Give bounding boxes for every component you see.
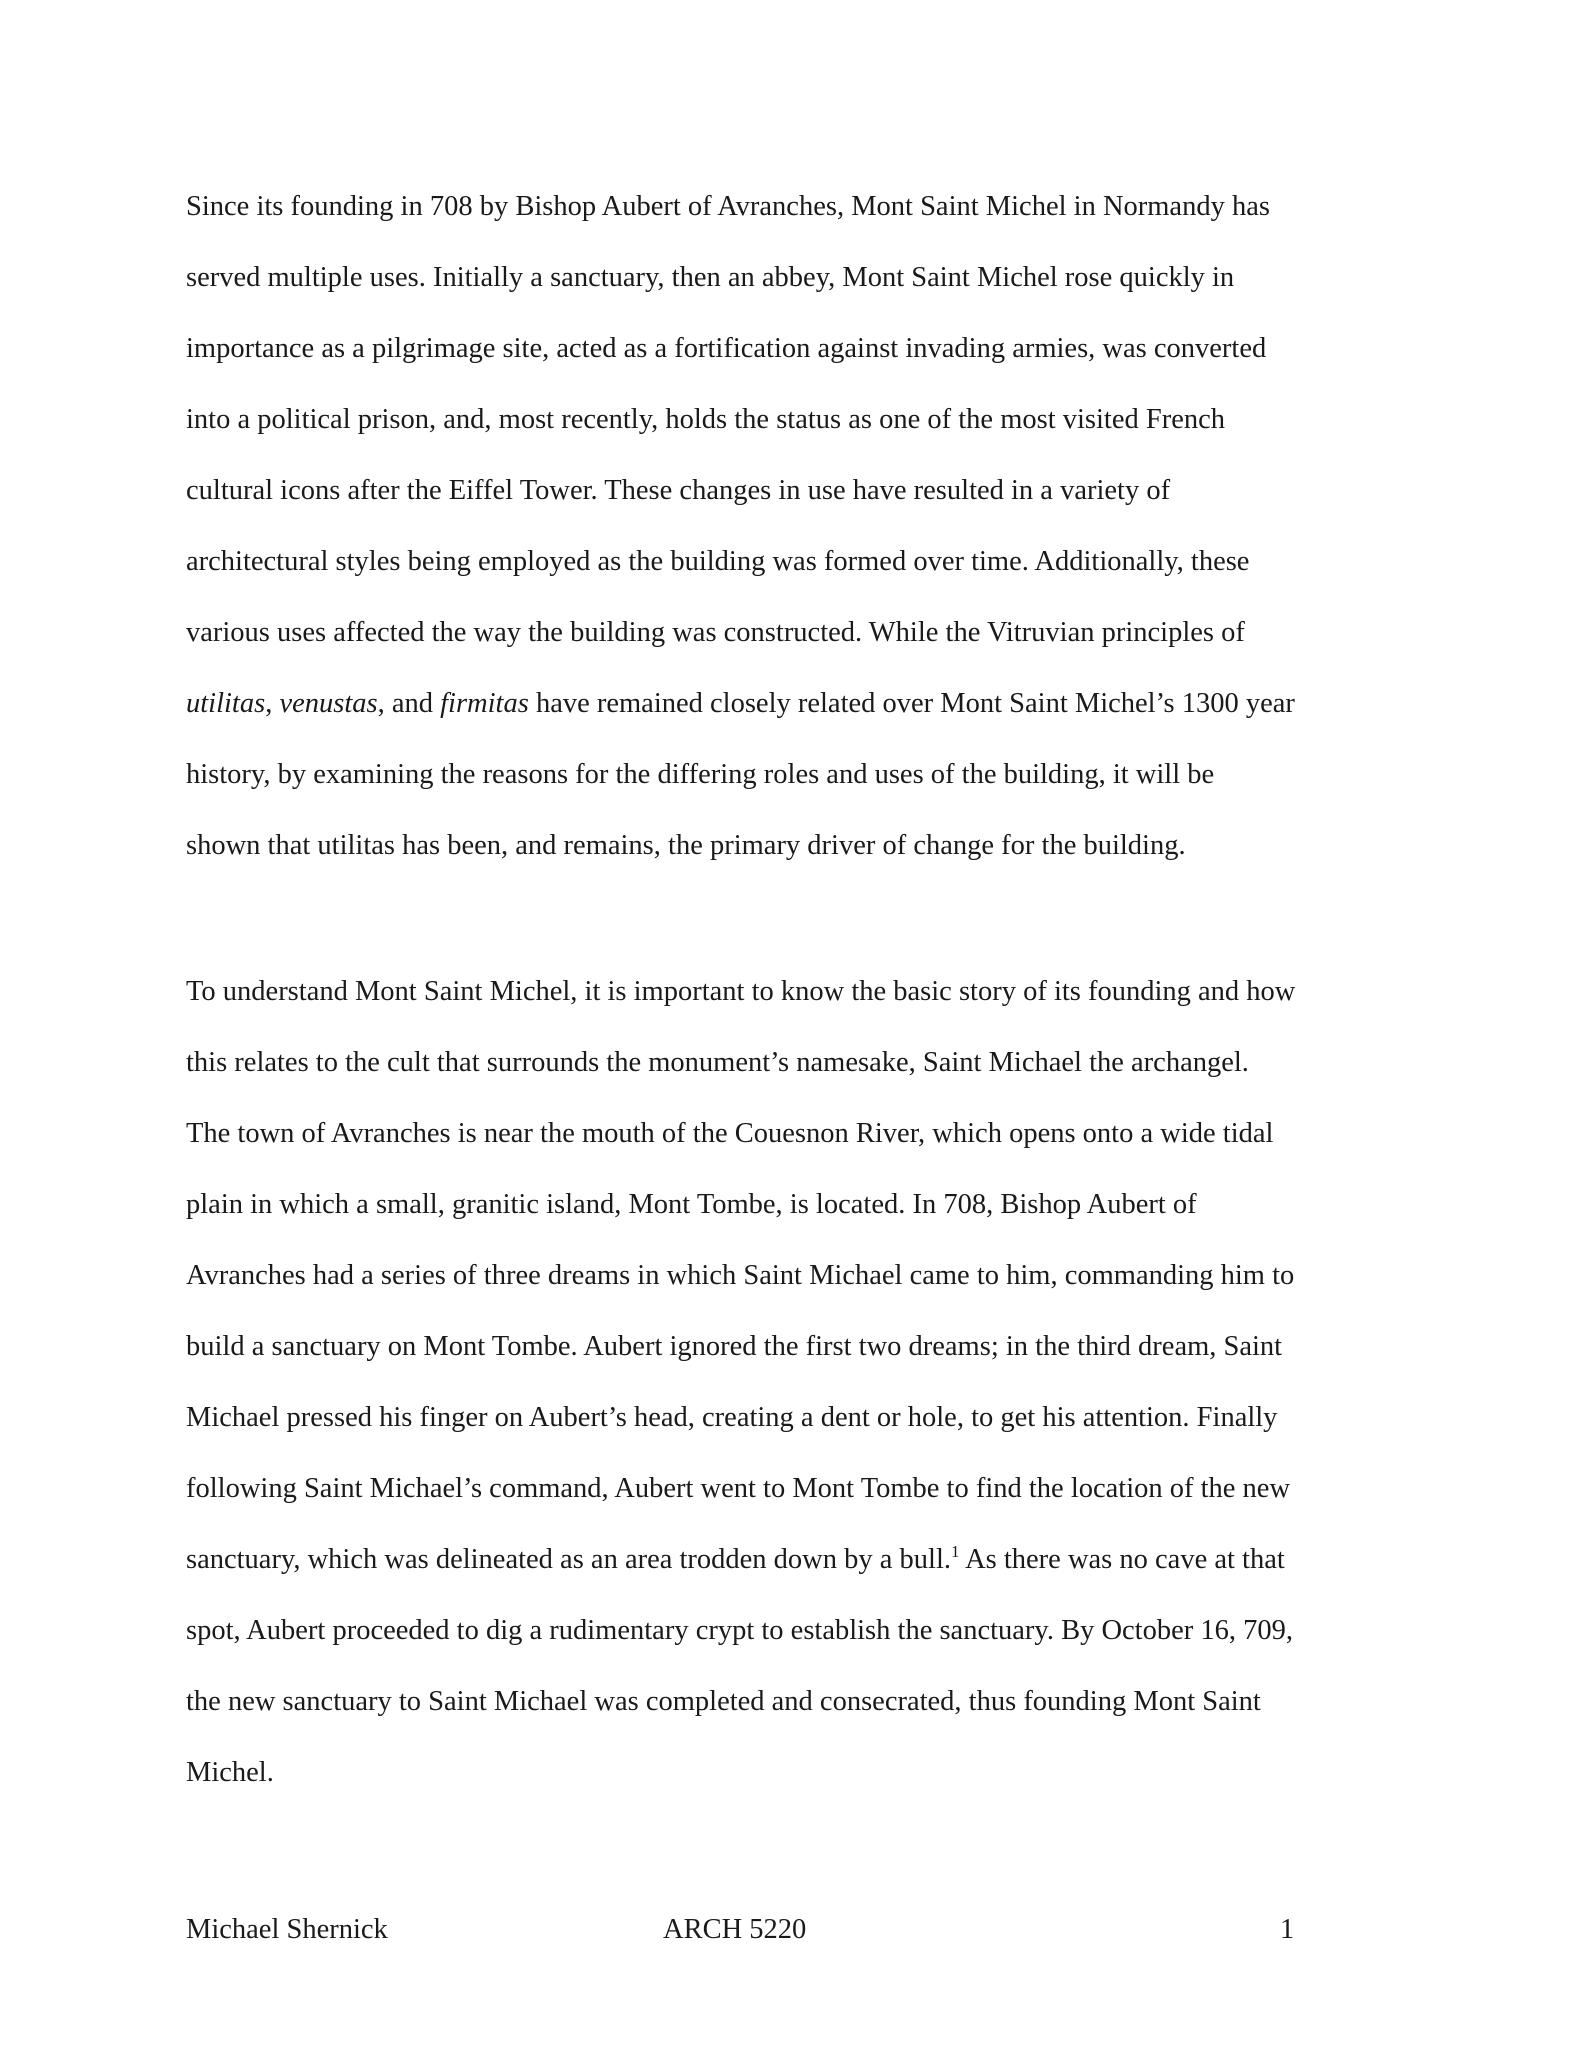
text-line: various uses affected the way the building was constructed. While the Vitruvian principles of [186, 617, 1245, 648]
text-line: The town of Avranches is near the mouth of the Couesnon River, which opens onto a wide tidal [186, 1118, 1274, 1149]
text-line: Avranches had a series of three dreams in which Saint Michael came to him, commanding him to [186, 1260, 1295, 1291]
italic-term-utilitas: utilitas [186, 688, 266, 719]
line-start: sanctuary, which was delineated as an area trodden down by a bull. [186, 1544, 952, 1575]
italic-term-venustas: venustas [279, 688, 378, 719]
text-line: spot, Aubert proceeded to dig a rudimentary crypt to establish the sanctuary. By October 16, 709, [186, 1615, 1293, 1646]
footer-page-number: 1 [1280, 1914, 1295, 1945]
paragraph-introduction [186, 171, 1406, 881]
separator: , and [377, 688, 441, 719]
text-line: Michel. [186, 1757, 274, 1788]
text-line: into a political prison, and, most recently, holds the status as one of the most visited French [186, 404, 1226, 435]
text-line: shown that utilitas has been, and remains, the primary driver of change for the building. [186, 830, 1186, 861]
text-line-with-footnote [186, 1524, 1406, 1595]
footer-course-code: ARCH 5220 [663, 1914, 807, 1945]
text-line: the new sanctuary to Saint Michael was completed and consecrated, thus founding Mont Saint [186, 1686, 1261, 1717]
text-line: build a sanctuary on Mont Tombe. Aubert ignored the first two dreams; in the third dream, Saint [186, 1331, 1283, 1362]
italic-term-firmitas: firmitas [440, 688, 529, 719]
text-line: served multiple uses. Initially a sanctuary, then an abbey, Mont Saint Michel rose quickly in [186, 262, 1235, 293]
text-line: Since its founding in 708 by Bishop Aubert of Avranches, Mont Saint Michel in Normandy has [186, 191, 1270, 222]
text-line: architectural styles being employed as the building was formed over time. Additionally, these [186, 546, 1250, 577]
paragraph-founding-story [186, 956, 1406, 1808]
text-line: history, by examining the reasons for the differing roles and uses of the building, it will be [186, 759, 1215, 790]
text-line: following Saint Michael’s command, Aubert went to Mont Tombe to find the location of the new [186, 1473, 1291, 1504]
footer-author: Michael Shernick [186, 1914, 388, 1945]
page-footer [0, 1914, 1582, 1954]
text-line: cultural icons after the Eiffel Tower. These changes in use have resulted in a variety of [186, 475, 1171, 506]
text-line: this relates to the cult that surrounds the monument’s namesake, Saint Michael the archangel. [186, 1047, 1249, 1078]
line-end: As there was no cave at that [959, 1544, 1285, 1575]
footnote-reference[interactable]: 1 [951, 1542, 960, 1561]
text-line: To understand Mont Saint Michel, it is important to know the basic story of its founding and how [186, 976, 1296, 1007]
separator: , [265, 688, 280, 719]
text-line-vitruvian-terms [186, 668, 1406, 739]
text-line: Michael pressed his finger on Aubert’s head, creating a dent or hole, to get his attention. Finally [186, 1402, 1278, 1433]
text-line: plain in which a small, granitic island, Mont Tombe, is located. In 708, Bishop Aubert of [186, 1189, 1197, 1220]
line-remainder: have remained closely related over Mont Saint Michel’s 1300 year [528, 688, 1295, 719]
text-line: importance as a pilgrimage site, acted as a fortification against invading armies, was converted [186, 333, 1267, 364]
